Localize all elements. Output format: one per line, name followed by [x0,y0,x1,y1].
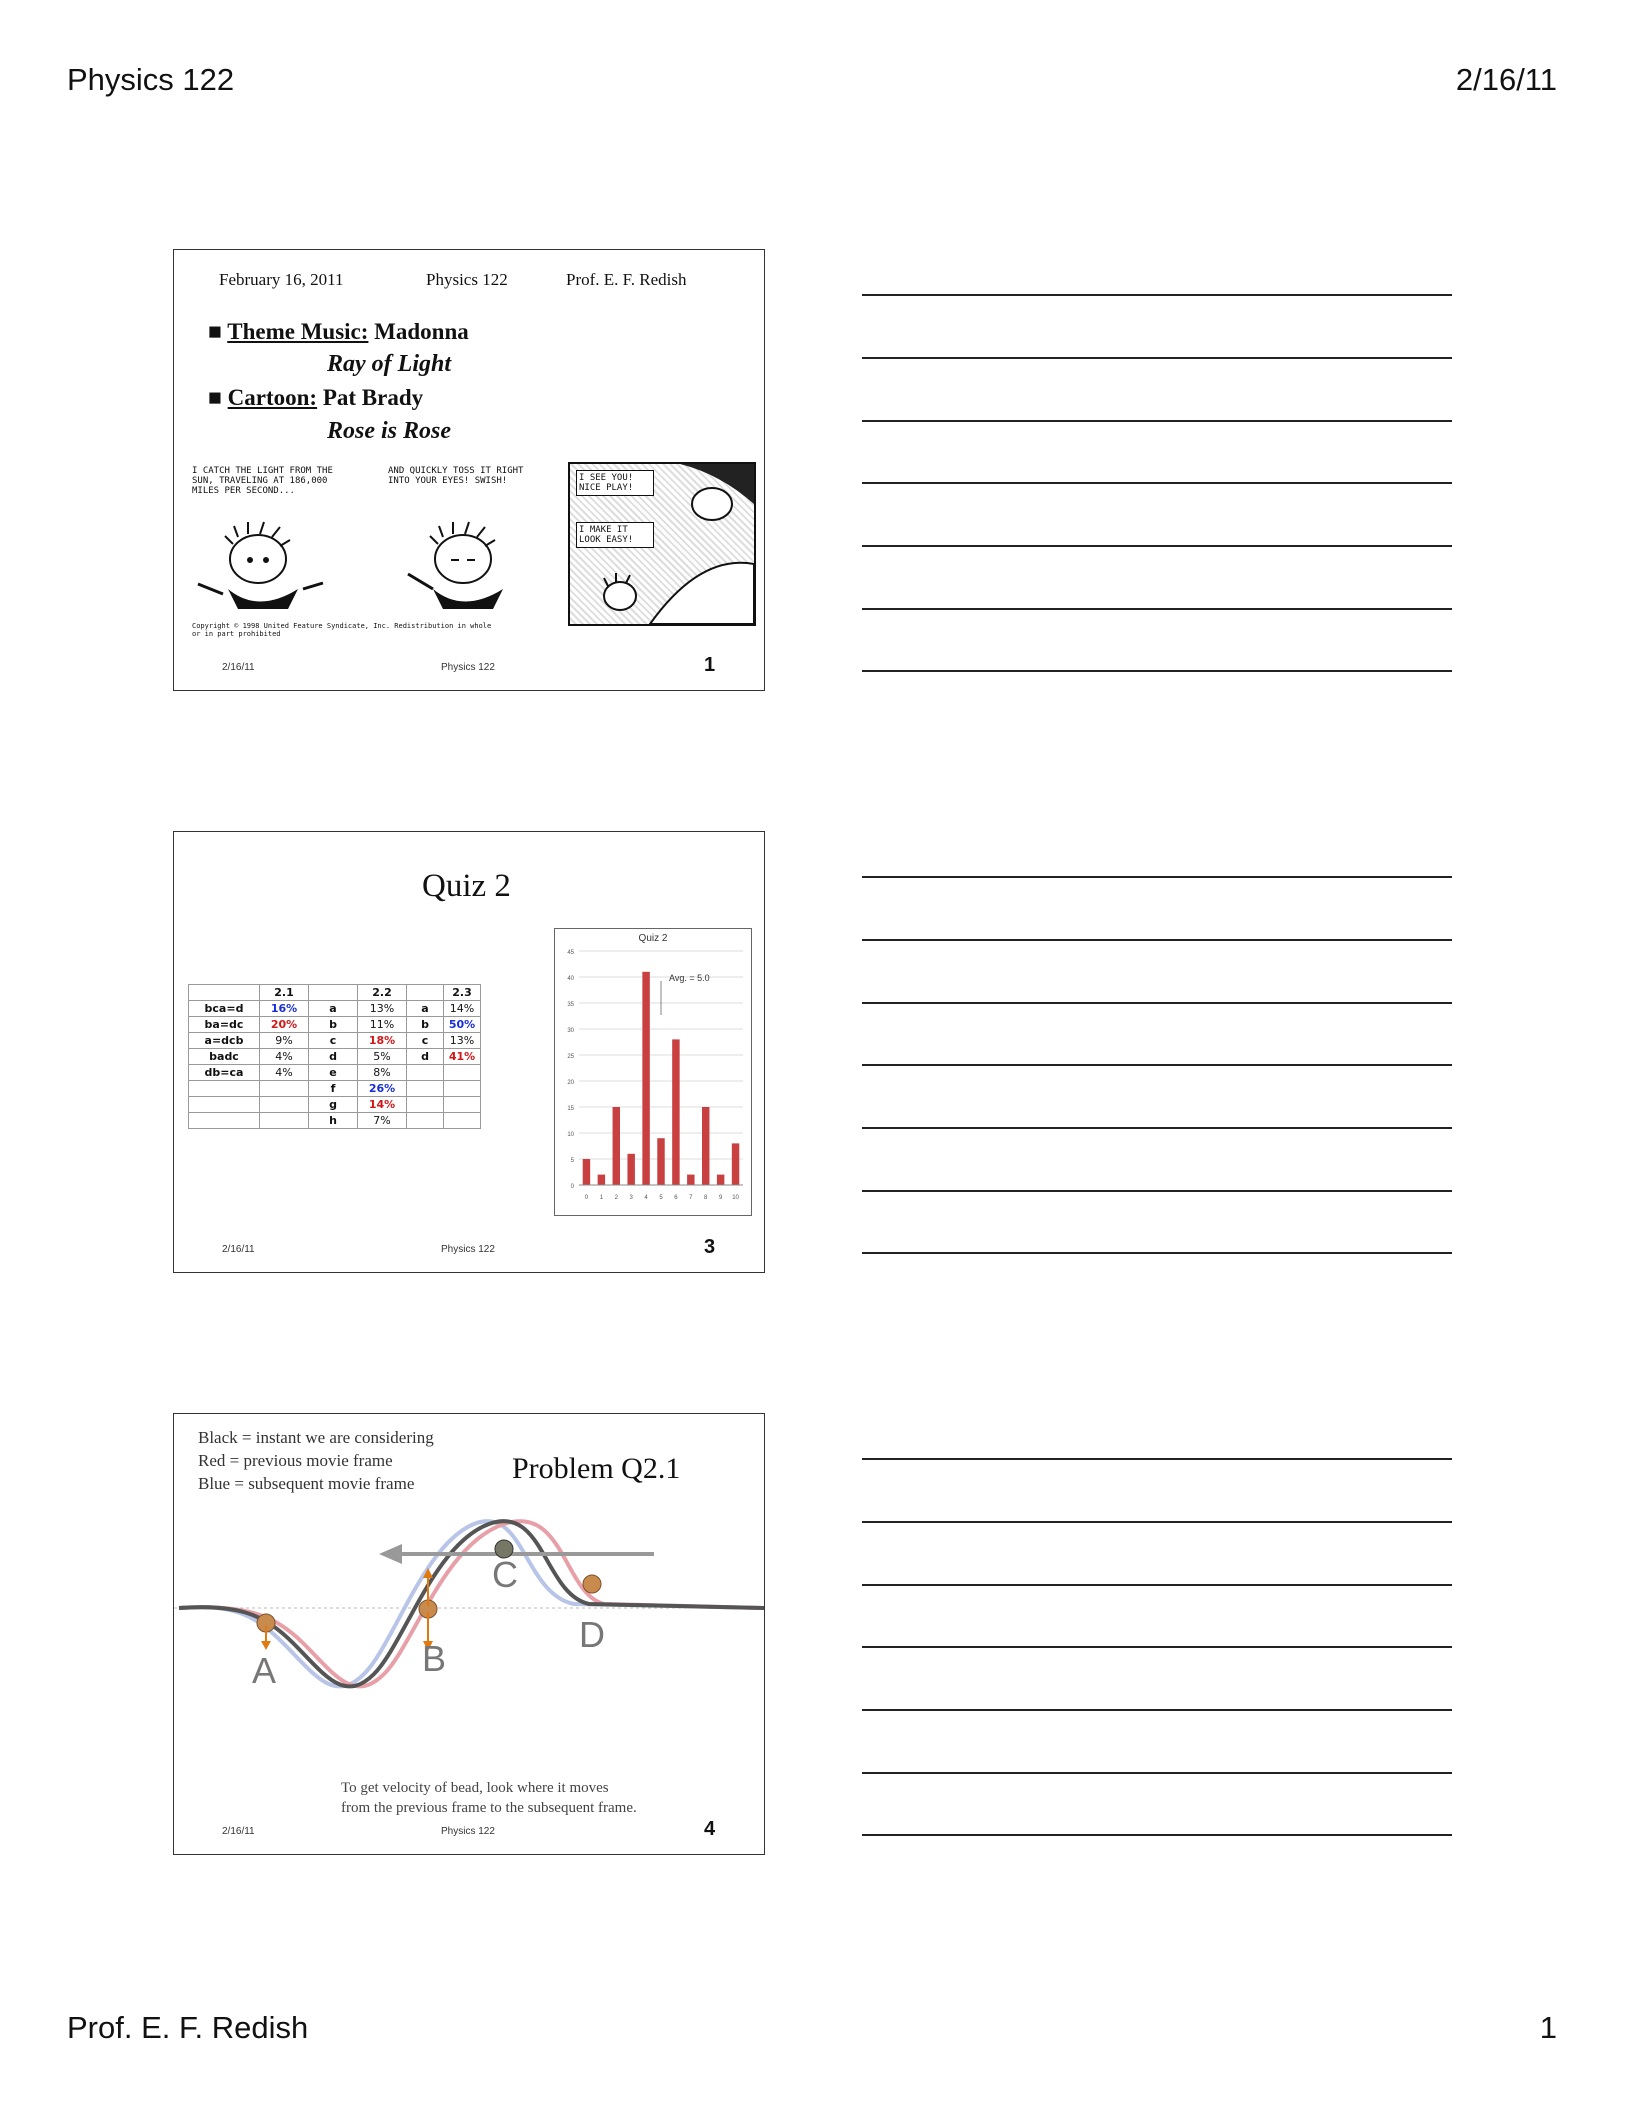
table-cell [407,1065,444,1081]
label-b: B [422,1638,447,1679]
x-tick-label: 1 [599,1195,604,1201]
slide-footer-course: Physics 122 [441,1826,495,1837]
table-header-cell: 2.1 [260,985,309,1001]
table-cell: 41% [444,1049,481,1065]
notes-line [862,1834,1452,1836]
table-cell [407,1081,444,1097]
x-tick-label: 9 [718,1195,723,1201]
table-header-cell: 2.3 [444,985,481,1001]
x-tick-label: 7 [689,1195,693,1201]
table-cell: h [309,1113,358,1129]
table-cell: 9% [260,1033,309,1049]
chart-bar [672,1039,679,1185]
velocity-caption [341,1778,637,1818]
comic-panel-3-drawing [570,464,754,624]
comic-bubble-1: I SEE YOU! NICE PLAY! [576,470,654,496]
comic-panel-1-text: I CATCH THE LIGHT FROM THE SUN, TRAVELING AT 186,000 MILES PER SECOND... [192,466,333,496]
slide-3 [173,831,765,1273]
comic-panel-2-text: AND QUICKLY TOSS IT RIGHT INTO YOUR EYES! SWISH! [388,466,524,486]
page-footer-author: Prof. E. F. Redish [67,2010,309,2045]
y-tick-label: 10 [567,1132,574,1138]
slide-footer-date: 2/16/11 [222,1826,255,1837]
notes-line [862,1002,1452,1004]
table-header-cell [309,985,358,1001]
table-cell [444,1097,481,1113]
table-cell: b [407,1017,444,1033]
notes-line [862,1127,1452,1129]
table-header-row [189,985,481,1001]
table-cell: d [309,1049,358,1065]
x-tick-label: 2 [614,1195,618,1201]
notes-line [862,670,1452,672]
x-tick-label: 3 [629,1195,633,1201]
y-tick-label: 40 [567,976,574,982]
table-cell: c [309,1033,358,1049]
table-cell [189,1113,260,1129]
theme-music-line [208,319,469,345]
notes-line [862,1709,1452,1711]
slide-footer-course: Physics 122 [441,1244,495,1255]
y-tick-label: 0 [570,1184,574,1190]
table-row [189,1033,481,1049]
table-cell: ba=dc [189,1017,260,1033]
x-tick-label: 5 [659,1195,663,1201]
notes-line [862,1252,1452,1254]
table-cell [260,1097,309,1113]
table-cell [189,1097,260,1113]
chart-bar [598,1175,605,1185]
table-header-cell [407,985,444,1001]
y-tick-label: 15 [567,1106,574,1112]
table-row [189,1065,481,1081]
bullet-icon: ■ [208,385,222,410]
table-cell: 20% [260,1017,309,1033]
slide-course: Physics 122 [426,270,508,289]
theme-value: Madonna [374,319,469,344]
x-tick-label: 8 [704,1195,708,1201]
notes-line [862,1458,1452,1460]
frame-legend [198,1426,434,1495]
theme-label: Theme Music: [227,319,369,344]
legend-red: Red = previous movie frame [198,1451,393,1470]
table-cell: a [407,1001,444,1017]
table-cell: e [309,1065,358,1081]
slide-title: Problem Q2.1 [512,1452,681,1485]
notes-line [862,876,1452,878]
table-cell: d [407,1049,444,1065]
table-cell [189,1081,260,1097]
table-cell: badc [189,1049,260,1065]
notes-line [862,1584,1452,1586]
notes-line [862,1190,1452,1192]
comic-panel-3 [568,462,756,626]
notes-line [862,482,1452,484]
notes-line [862,608,1452,610]
table-cell: 14% [444,1001,481,1017]
table-header-cell [189,985,260,1001]
table-cell [260,1081,309,1097]
quiz-results-table [188,984,481,1129]
table-cell: f [309,1081,358,1097]
slide-1 [173,249,765,691]
cartoon-title: Rose is Rose [327,418,452,444]
notes-line [862,1064,1452,1066]
chart-bar [717,1175,724,1185]
cartoon-line [208,385,423,411]
page-header-title: Physics 122 [67,62,235,97]
label-a: A [252,1650,277,1691]
comic-panel-2-drawing [393,504,533,614]
slide-footer-course: Physics 122 [441,662,495,673]
chart-bar [642,972,649,1185]
table-cell: 13% [444,1033,481,1049]
notes-line [862,1521,1452,1523]
table-cell: 4% [260,1049,309,1065]
page-header-date: 2/16/11 [1455,62,1557,97]
slide-number: 3 [704,1236,716,1258]
notes-line [862,357,1452,359]
table-cell: 26% [358,1081,407,1097]
table-cell [260,1113,309,1129]
notes-line [862,420,1452,422]
slide-title: Quiz 2 [422,868,511,904]
average-annotation: Avg. = 5.0 [669,973,710,983]
slide-4 [173,1413,765,1855]
y-tick-label: 5 [570,1158,574,1164]
table-cell: g [309,1097,358,1113]
table-cell: 8% [358,1065,407,1081]
cartoon-value: Pat Brady [322,385,424,410]
table-cell: a=dcb [189,1033,260,1049]
table-row [189,1001,481,1017]
comic-bubble-2: I MAKE IT LOOK EASY! [576,522,654,548]
table-cell: 16% [260,1001,309,1017]
y-tick-label: 25 [567,1054,574,1060]
quiz-chart [554,928,752,1216]
wave-diagram [174,1494,764,1794]
slide-date: February 16, 2011 [219,270,344,289]
notes-line [862,1772,1452,1774]
slide-footer-date: 2/16/11 [222,662,255,673]
table-cell [407,1097,444,1113]
table-cell: 5% [358,1049,407,1065]
slide-number: 4 [704,1818,716,1840]
label-d: D [579,1614,605,1655]
comic-copyright: Copyright © 1998 United Feature Syndicate, Inc. Redistribution in whole or in part prohibited [192,622,492,638]
page-footer-page-number: 1 [1539,2010,1557,2045]
notes-line [862,1646,1452,1648]
comic-strip [188,462,754,622]
legend-black: Black = instant we are considering [198,1428,434,1447]
table-header-cell: 2.2 [358,985,407,1001]
x-tick-label: 4 [644,1195,648,1201]
table-cell: 50% [444,1017,481,1033]
slide-footer-date: 2/16/11 [222,1244,255,1255]
chart-bar [732,1143,739,1185]
chart-title: Quiz 2 [638,933,668,944]
chart-bar [583,1159,590,1185]
chart-bar [613,1107,620,1185]
table-cell [444,1065,481,1081]
table-cell [407,1113,444,1129]
notes-line [862,939,1452,941]
table-cell: 13% [358,1001,407,1017]
table-cell: bca=d [189,1001,260,1017]
y-tick-label: 45 [567,950,574,956]
table-row [189,1113,481,1129]
table-cell [444,1113,481,1129]
table-cell: a [309,1001,358,1017]
caption-line-1: To get velocity of bead, look where it moves [341,1780,609,1796]
chart-bar [627,1154,634,1185]
bullet-icon: ■ [208,319,222,344]
table-row [189,1049,481,1065]
table-cell: 14% [358,1097,407,1113]
y-tick-label: 20 [567,1080,574,1086]
table-cell: 11% [358,1017,407,1033]
y-tick-label: 30 [567,1028,574,1034]
legend-blue: Blue = subsequent movie frame [198,1474,415,1493]
table-cell: 7% [358,1113,407,1129]
x-tick-label: 6 [674,1195,678,1201]
slide-prof: Prof. E. F. Redish [566,270,687,289]
comic-panel-1-drawing [188,504,328,614]
table-row [189,1081,481,1097]
x-tick-label: 10 [732,1195,739,1201]
notes-line [862,545,1452,547]
notes-line [862,294,1452,296]
table-cell: db=ca [189,1065,260,1081]
table-cell: 18% [358,1033,407,1049]
chart-bar [657,1138,664,1185]
table-row [189,1097,481,1113]
caption-line-2: from the previous frame to the subsequent frame. [341,1800,637,1816]
chart-bar [702,1107,709,1185]
slide-number: 1 [704,654,716,676]
cartoon-label: Cartoon: [227,385,318,410]
table-cell: 4% [260,1065,309,1081]
x-tick-label: 0 [584,1195,589,1201]
label-c: C [492,1554,518,1595]
theme-title: Ray of Light [327,351,451,377]
chart-bar [687,1175,694,1185]
quiz-chart-svg [555,929,751,1215]
table-cell [444,1081,481,1097]
table-cell: b [309,1017,358,1033]
table-row [189,1017,481,1033]
y-tick-label: 35 [567,1002,574,1008]
table-cell: c [407,1033,444,1049]
